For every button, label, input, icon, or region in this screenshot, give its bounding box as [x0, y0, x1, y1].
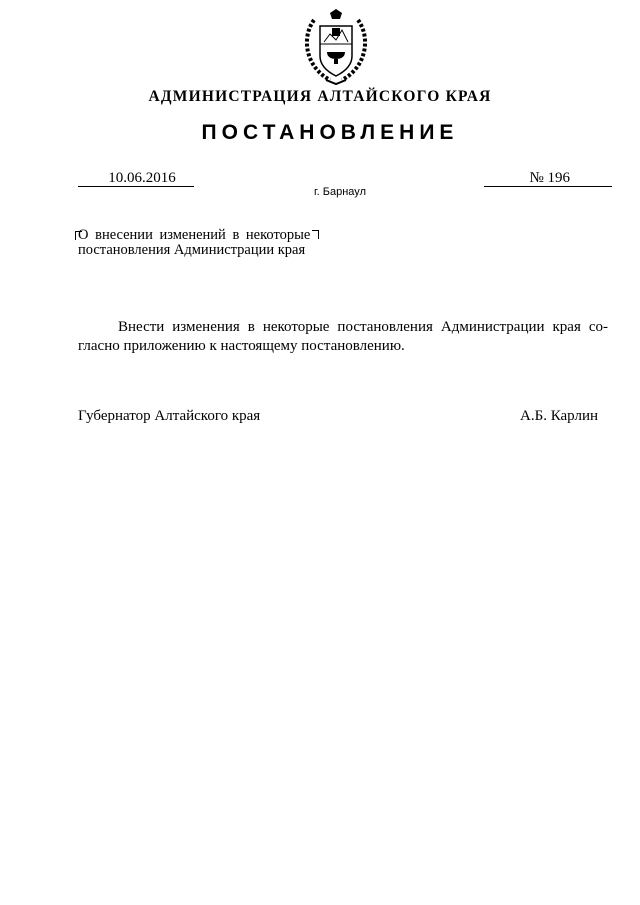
subject-bracket-right — [312, 230, 319, 239]
document-subject — [78, 228, 319, 258]
document-body: Внести изменения в некоторые постановления Администрации края со-гласно приложению к настоящему постановлению. — [78, 319, 608, 354]
document-number: № 196 — [484, 170, 612, 187]
document-date: 10.06.2016 — [78, 170, 194, 187]
signatory-name: А.Б. Карлин — [520, 408, 599, 424]
subject-bracket-left — [75, 231, 82, 240]
subject-line-2: постановления Администрации края — [78, 242, 306, 258]
signatory-position: Губернатор Алтайского края — [78, 408, 261, 424]
organization-name: АДМИНИСТРАЦИЯ АЛТАЙСКОГО КРАЯ — [148, 88, 492, 105]
coat-of-arms-emblem — [300, 8, 372, 86]
document-type-title: ПОСТАНОВЛЕНИЕ — [201, 121, 459, 144]
subject-line-1: О внесении изменений в некоторые — [78, 227, 311, 243]
document-city: г. Барнаул — [314, 186, 366, 198]
